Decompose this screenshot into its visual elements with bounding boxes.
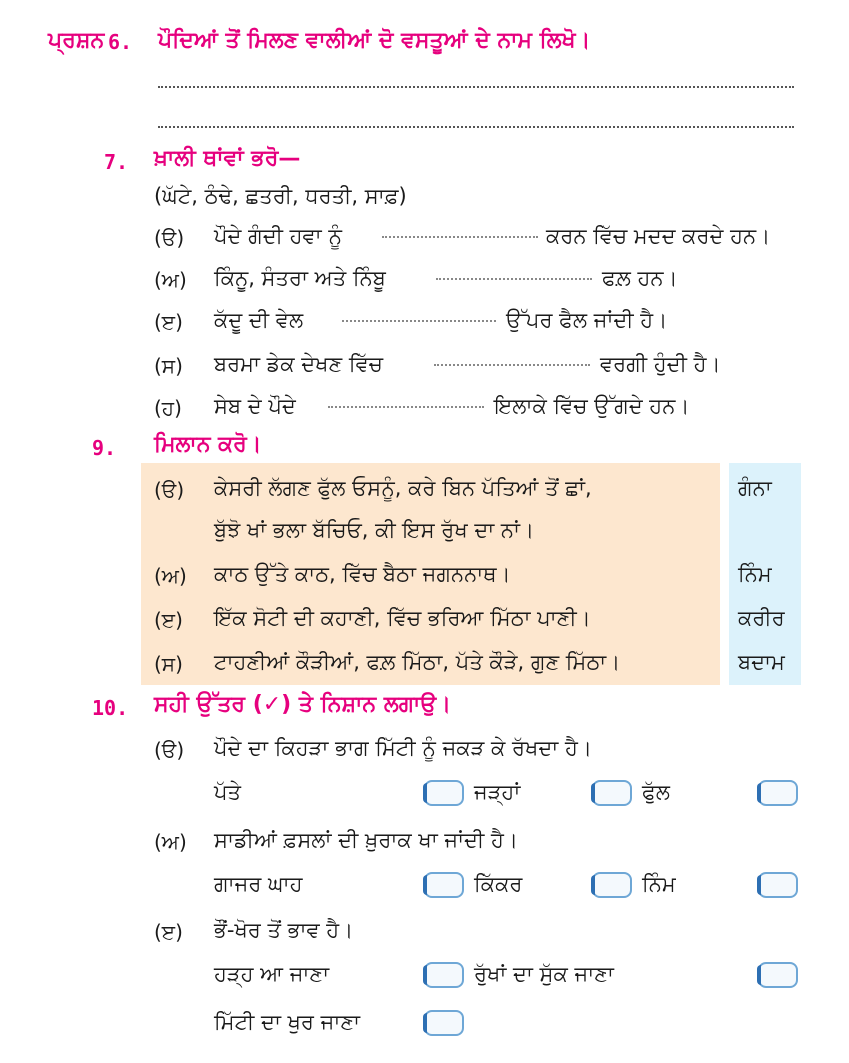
q10-number: 10. [92,696,129,720]
match-left-text[interactable]: ਕੇਸਰੀ ਲੱਗਣ ਫੁੱਲ ਓਸਨੂੰ, ਕਰੇ ਬਿਨ ਪੱਤਿਆਂ ਤੋਂ ਛਾਂ, [214,476,592,500]
q7-word-options: (ਘੱਟੇ, ਠੰਢੇ, ਛਤਰੀ, ਧਰਤੀ, ਸਾਫ਼) [154,184,407,208]
q10-question: ਸਾਡੀਆਂ ਫ਼ਸਲਾਂ ਦੀ ਖ਼ੁਰਾਕ ਖਾ ਜਾਂਦੀ ਹੈ। [214,828,518,852]
match-left-text[interactable]: ਕਾਠ ਉੱਤੇ ਕਾਠ, ਵਿੱਚ ਬੈਠਾ ਜਗਨਨਾਥ। [214,562,511,586]
match-left-mark: (ਸ) [154,652,183,676]
q7-item-mark: (ਹ) [154,396,182,420]
match-right-item[interactable]: ਗੰਨਾ [738,476,772,500]
match-left-text[interactable]: ਇੱਕ ਸੋਟੀ ਦੀ ਕਹਾਣੀ, ਵਿੱਚ ਭਰਿਆ ਮਿੱਠਾ ਪਾਣੀ। [214,606,591,630]
q9-number: 9. [92,436,117,460]
q7-item-text-before: ਪੌਦੇ ਗੰਦੀ ਹਵਾ ਨੂੰ [214,224,343,248]
match-left-mark: (ੳ) [154,478,185,502]
q10-option-label: ਰੁੱਖਾਂ ਦਾ ਸੁੱਕ ਜਾਣਾ [474,962,614,986]
q10-checkbox[interactable] [424,1010,464,1036]
q10-item-mark: (ੲ) [154,920,183,944]
q7-item-text-after: ਕਰਨ ਵਿੱਚ ਮਦਦ ਕਰਦੇ ਹਨ। [546,224,771,248]
q7-blank[interactable] [328,406,484,408]
q10-option-label: ਫੁੱਲ [642,780,670,804]
q10-checkbox[interactable] [758,780,798,806]
q6-answer-line-2[interactable] [158,126,794,128]
q10-item-mark: (ਅ) [154,830,187,854]
q7-blank[interactable] [382,236,538,238]
q6-text: ਪੌਦਿਆਂ ਤੋਂ ਮਿਲਣ ਵਾਲੀਆਂ ਦੋ ਵਸਤੂਆਂ ਦੇ ਨਾਮ ਲਿਖੋ। [158,28,591,53]
q7-item-mark: (ੲ) [154,310,183,334]
q7-item-text-before: ਬਰਮਾ ਡੇਕ ਦੇਖਣ ਵਿੱਚ [214,352,383,376]
q10-question: ਪੌਦੇ ਦਾ ਕਿਹੜਾ ਭਾਗ ਮਿੱਟੀ ਨੂੰ ਜਕੜ ਕੇ ਰੱਖਦਾ ਹੈ। [214,736,592,760]
q10-question: ਭੌਂ-ਖੋਰ ਤੋਂ ਭਾਵ ਹੈ। [214,918,354,942]
q10-title: ਸਹੀ ਉੱਤਰ (✓) ਤੇ ਨਿਸ਼ਾਨ ਲਗਾਉ। [154,692,452,717]
match-left-text[interactable]: ਟਾਹਣੀਆਂ ਕੌੜੀਆਂ, ਫਲ਼ ਮਿੱਠਾ, ਪੱਤੇ ਕੌੜੇ, ਗੁਣ ਮਿੱਠਾ। [214,650,621,674]
q7-item-text-before: ਕੱਦੂ ਦੀ ਵੇਲ [214,308,304,332]
q10-checkbox[interactable] [758,872,798,898]
q6-prefix: ਪ੍ਰਸ਼ਨ [48,28,105,53]
q7-item-mark: (ਅ) [154,268,187,292]
q7-blank[interactable] [436,278,592,280]
q10-option-label: ਪੱਤੇ [214,780,241,804]
match-left-text-line2[interactable]: ਬੁੱਝੋ ਖਾਂ ਭਲਾ ਬੱਚਿਓ, ਕੀ ਇਸ ਰੁੱਖ ਦਾ ਨਾਂ। [214,518,535,542]
q10-option-label: ਕਿੱਕਰ [474,872,523,896]
q7-blank[interactable] [434,364,590,366]
q10-checkbox[interactable] [592,780,632,806]
q10-checkbox[interactable] [424,872,464,898]
q9-title: ਮਿਲਾਨ ਕਰੋ। [154,432,262,457]
q10-checkbox[interactable] [424,780,464,806]
match-right-item[interactable]: ਕਰੀਰ [738,606,785,630]
match-right-item[interactable]: ਬਦਾਮ [738,650,785,674]
match-left-mark: (ੲ) [154,608,183,632]
match-right-item[interactable]: ਨਿੰਮ [738,562,772,586]
q10-checkbox[interactable] [758,962,798,988]
q10-option-label: ਗਾਜਰ ਘਾਹ [214,872,303,896]
q6-answer-line-1[interactable] [158,86,794,88]
q7-item-mark: (ਸ) [154,354,183,378]
q10-option-label: ਜੜ੍ਹਾਂ [474,780,521,804]
match-left-mark: (ਅ) [154,564,187,588]
q7-item-text-before: ਕਿੰਨੂ, ਸੰਤਰਾ ਅਤੇ ਨਿੰਬੂ [214,266,386,290]
q10-option-label: ਨਿੰਮ [642,872,676,896]
q10-checkbox[interactable] [592,872,632,898]
q10-option-label: ਮਿੱਟੀ ਦਾ ਖੁਰ ਜਾਣਾ [214,1010,361,1034]
q7-item-mark: (ੳ) [154,226,185,250]
q7-blank[interactable] [342,320,496,322]
q7-item-text-before: ਸੇਬ ਦੇ ਪੌਦੇ [214,394,296,418]
q10-item-mark: (ੳ) [154,738,185,762]
q7-title: ਖ਼ਾਲੀ ਥਾਂਵਾਂ ਭਰੋ— [154,146,301,171]
q7-item-text-after: ਫਲ਼ ਹਨ। [602,266,678,290]
q7-item-text-after: ਇਲਾਕੇ ਵਿੱਚ ਉੱਗਦੇ ਹਨ। [494,394,690,418]
q7-number: 7. [104,150,129,174]
q10-checkbox[interactable] [424,962,464,988]
q6-number: 6. [108,30,133,54]
q7-item-text-after: ਉੱਪਰ ਫੈਲ ਜਾਂਦੀ ਹੈ। [506,308,668,332]
q7-item-text-after: ਵਰਗੀ ਹੁੰਦੀ ਹੈ। [600,352,721,376]
q10-option-label: ਹੜ੍ਹ ਆ ਜਾਣਾ [214,962,330,986]
